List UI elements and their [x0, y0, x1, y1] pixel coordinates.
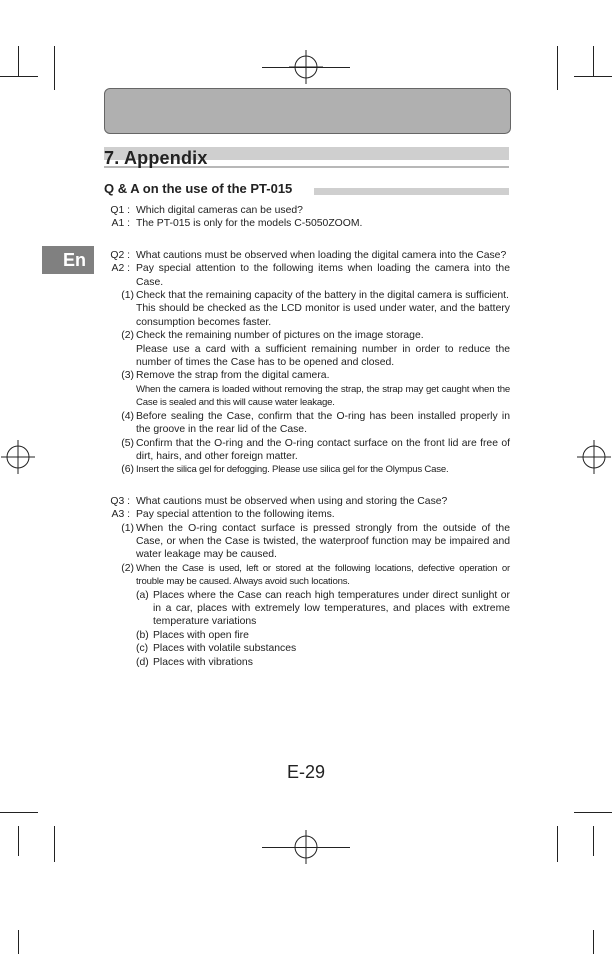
list-item [118, 329, 510, 369]
list-item-text: Check the remaining number of pictures on the image storage. [136, 330, 424, 342]
answer-text: Pay special attention to the following items. [136, 509, 335, 521]
list-item-number: (5) [121, 437, 134, 449]
subsection-heading [104, 181, 509, 199]
question-row [104, 204, 510, 217]
question-text: What cautions must be observed when using and storing the Case? [136, 495, 448, 507]
list-item [118, 562, 510, 589]
list-item [118, 463, 510, 476]
list-item-number: (6) [121, 464, 134, 476]
list-item-text: Before sealing the Case, confirm that the O-ring has been installed properly in the groove in the rear lid of the Case. [136, 410, 510, 436]
answer-label: A2 : [111, 263, 130, 275]
sub-list-item-letter: (a) [136, 589, 149, 601]
question-label: Q1 : [110, 205, 130, 216]
sub-list-item [136, 589, 510, 629]
list-item [118, 410, 510, 437]
list-item-note: When the camera is loaded without removing the strap, the strap may get caught when the Case is sealed and this will cause water leakage. [136, 383, 510, 409]
list-item-text: Check that the remaining capacity of the battery in the digital camera is sufficient. [136, 290, 509, 302]
list-item-number: (2) [121, 330, 134, 342]
list-item-text: When the O-ring contact surface is pressed strongly from the outside of the Case, or when the Case is twisted, the waterproof function may be impaired and water leakage may be caused. [136, 522, 510, 561]
answer-row [104, 262, 510, 289]
list-item [118, 369, 510, 409]
answer-row [104, 508, 510, 521]
list-item-text: Remove the strap from the digital camera. [136, 370, 330, 382]
list-item-number: (2) [121, 562, 134, 574]
sub-list-item-text: Places where the Case can reach high temperatures under direct sunlight or in a car, places with extremely low temperatures, and places with extreme temperature variations [153, 589, 510, 628]
page-number: E-29 [286, 762, 326, 782]
sub-list-item-letter: (c) [136, 643, 149, 655]
section-title-text: 7. Appendix [104, 148, 208, 168]
section-title [104, 147, 509, 169]
list-item-number: (1) [121, 290, 134, 302]
sub-list-item-text: Places with volatile substances [153, 643, 297, 655]
registration-mark-left-icon [1, 440, 35, 474]
sub-list-item [136, 629, 510, 642]
list-item-text: Confirm that the O-ring and the O-ring contact surface on the front lid are free of dirt, hairs, and other foreign matter. [136, 437, 510, 462]
language-tab: En [42, 246, 94, 274]
subsection-heading-text: Q & A on the use of the PT-015 [104, 181, 298, 196]
answer-row [104, 217, 510, 230]
answer-text: Pay special attention to the following items when loading the camera into the Case. [136, 263, 510, 288]
sub-list-item-text: Places with vibrations [153, 656, 253, 668]
question-label: Q2 : [110, 249, 130, 261]
list-item-text: When the Case is used, left or stored at the following locations, defective operation or trouble may be caused. Always avoid such locations. [136, 562, 510, 588]
list-item [118, 522, 510, 562]
header-banner [104, 88, 511, 134]
sub-list-item-letter: (b) [136, 629, 149, 641]
question-text: What cautions must be observed when loading the digital camera into the Case? [136, 249, 507, 261]
question-row [104, 495, 510, 508]
list-item-number: (1) [121, 522, 134, 534]
question-label: Q3 : [110, 495, 130, 507]
sub-list-item [136, 656, 510, 669]
list-item-number: (3) [121, 370, 134, 382]
list-item-text: Insert the silica gel for defogging. Please use silica gel for the Olympus Case. [136, 464, 449, 476]
sub-list-item-letter: (d) [136, 656, 149, 668]
list-item-number: (4) [121, 410, 134, 422]
question-row [104, 249, 510, 262]
list-item-note: This should be checked as the LCD monitor is used under water, and the battery consumption becomes faster. [136, 303, 510, 328]
answer-text: The PT-015 is only for the models C-5050ZOOM. [136, 218, 363, 230]
question-text: Which digital cameras can be used? [136, 205, 303, 216]
registration-mark-right-icon [577, 440, 611, 474]
qa-content [104, 204, 510, 669]
sub-list-item-text: Places with open fire [153, 629, 249, 641]
answer-label: A3 : [111, 509, 130, 521]
sub-list-item [136, 642, 510, 655]
list-item [118, 289, 510, 329]
list-item [118, 437, 510, 464]
answer-label: A1 : [111, 218, 130, 230]
list-item-note: Please use a card with a sufficient remaining number in order to reduce the number of times the Case has to be opened and closed. [136, 343, 510, 369]
